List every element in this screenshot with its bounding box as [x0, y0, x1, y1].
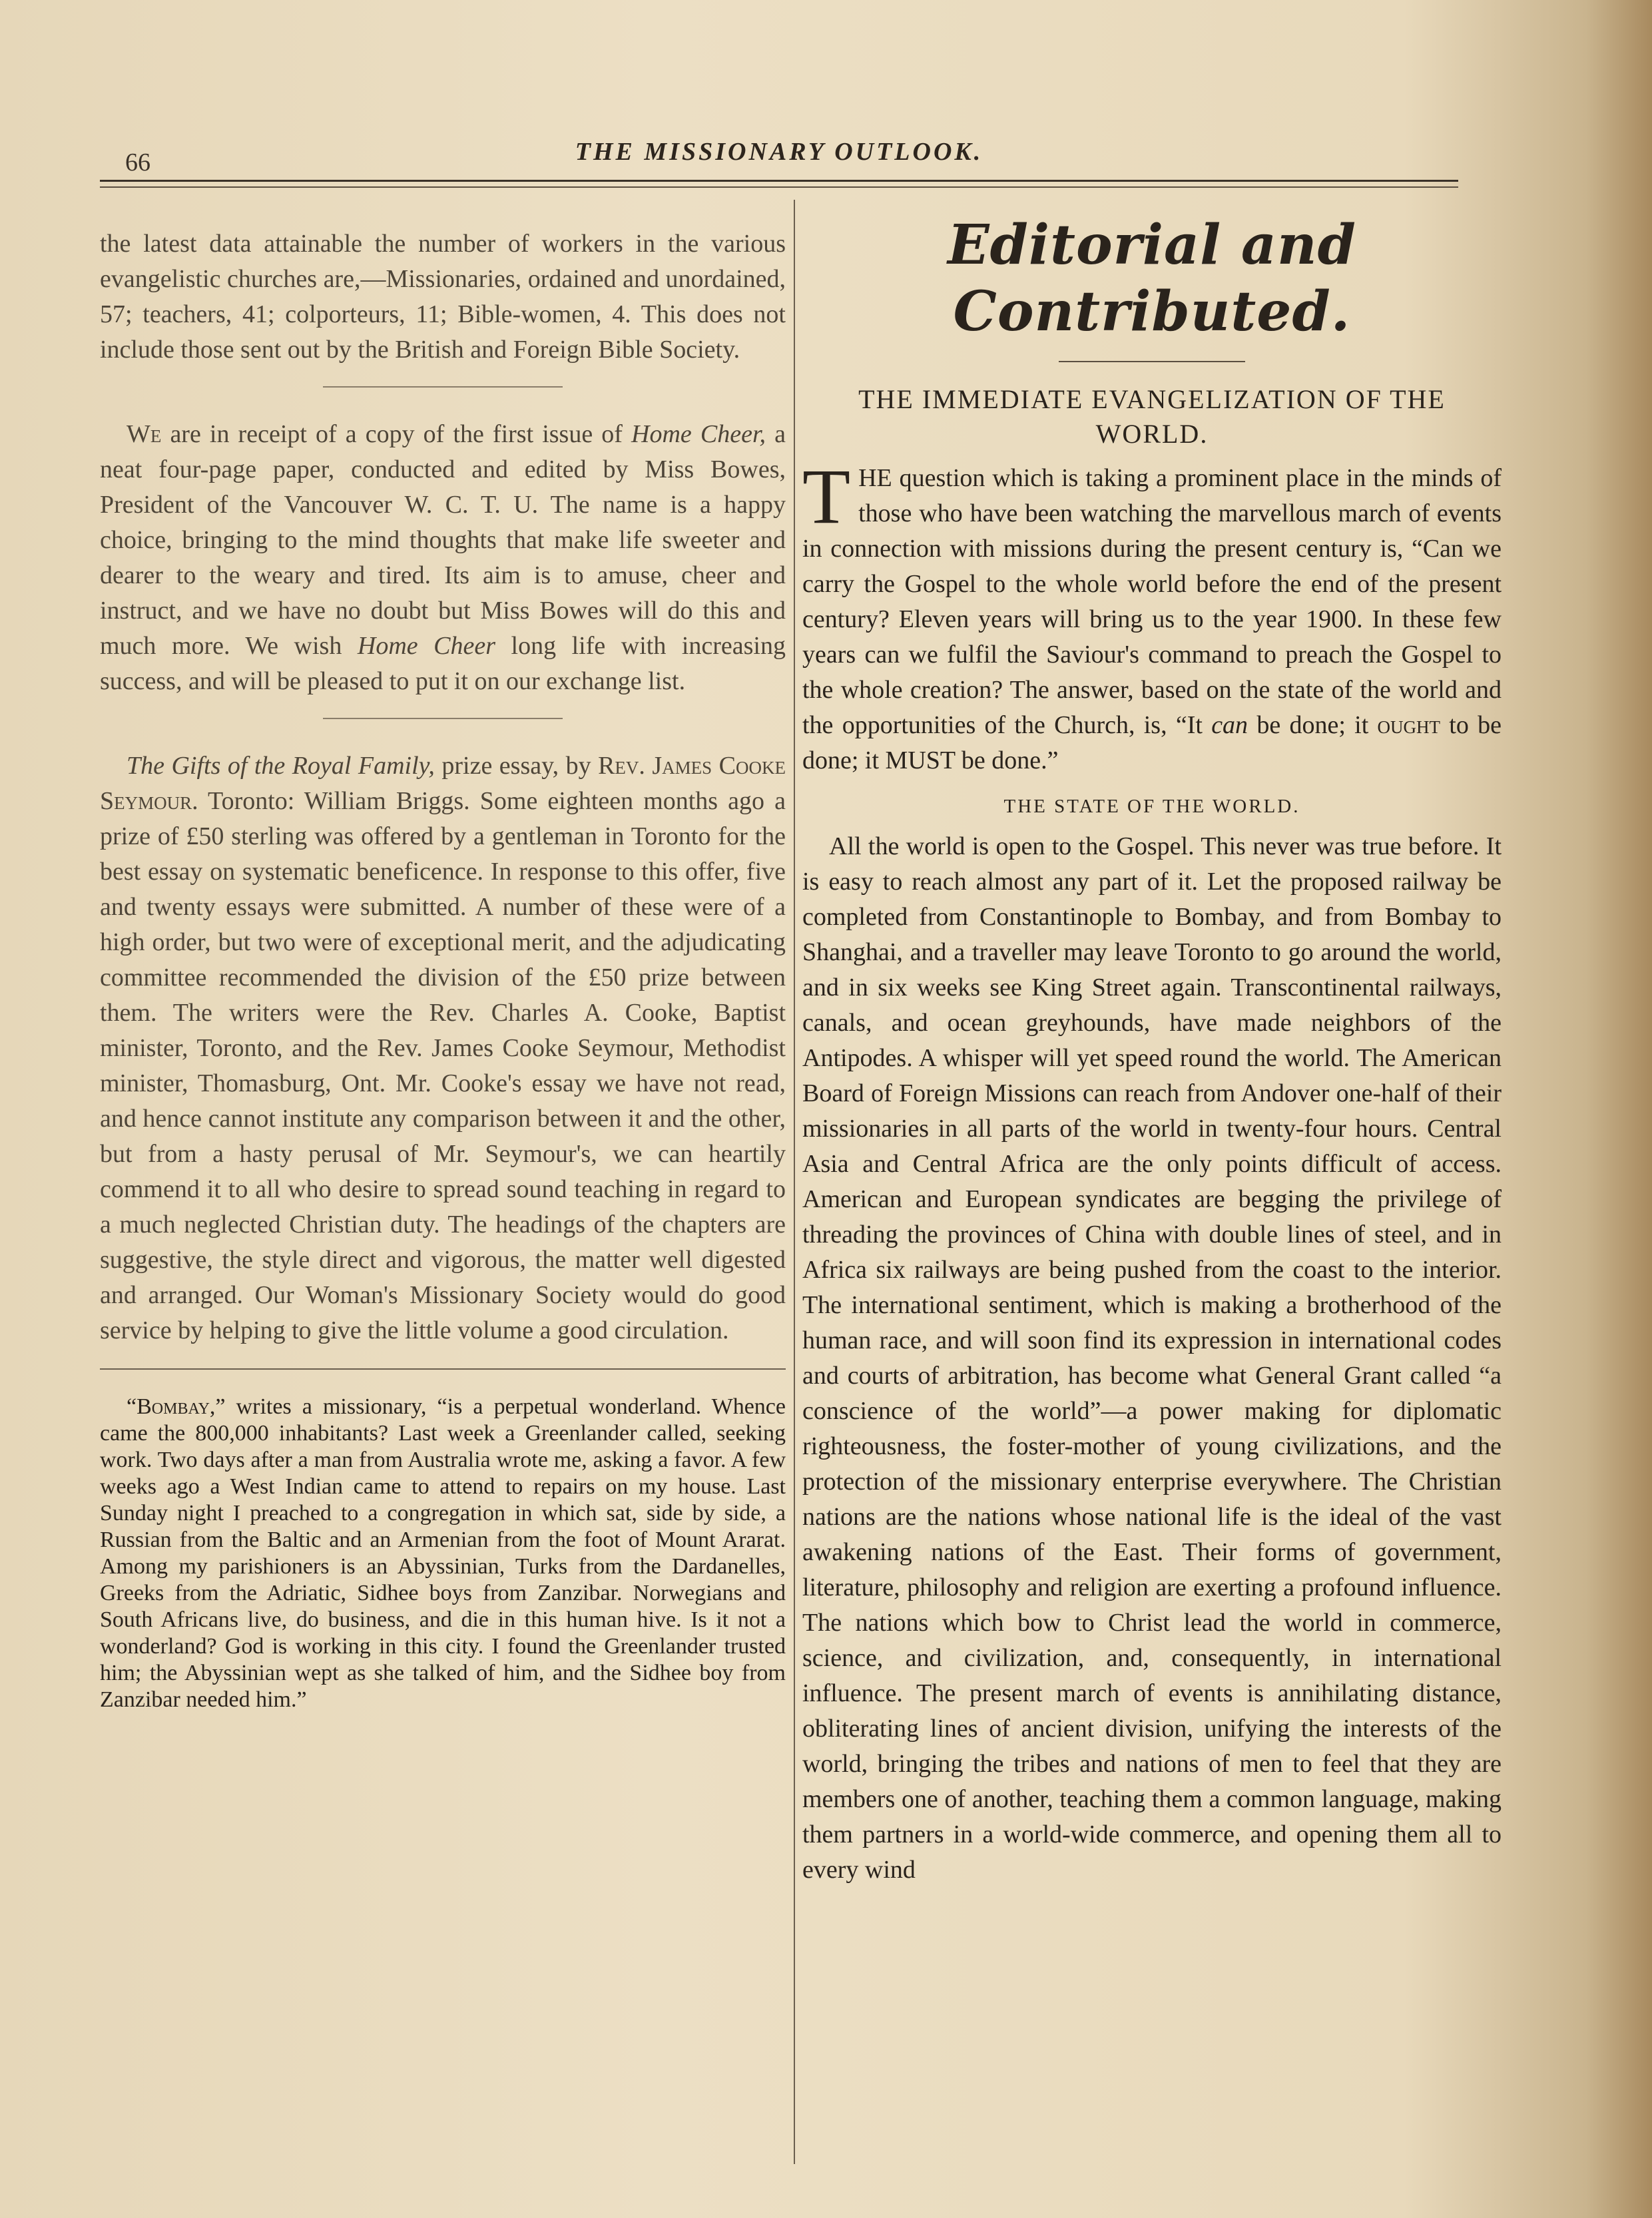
page-header [100, 133, 1458, 176]
author-name: Rev. James Cooke Seymour. [100, 752, 786, 815]
workers-paragraph: the latest data attainable the number of workers in the various evangelistic churches are,—Missionaries, ordained and unordained, 57; teachers, 41; colporteurs, 11; Bible-women, 4. This does not include those sent out by the British and Foreign Bible Society. [100, 230, 786, 364]
italic-title: Home Cheer, [631, 420, 766, 448]
text-run: HE question which is taking a prominent place in the minds of those who have been watching the marvellous march of events in connection with missions during the present century is, “Can we carry the Gospel to the whole world before the end of the present century? Eleven years will bring us to the year 1900. In these few years can we fulfil the Saviour's command to preach the Gospel to the whole creation? The answer, based on the state of the world and the opportunities of the Church, is, “It [802, 464, 1502, 739]
text-run: prize essay, by [434, 752, 599, 780]
text-run: be done; it [1248, 711, 1378, 739]
section-title: Editorial and Contributed. [948, 213, 1356, 344]
text-run: ” writes a missionary, “is a perpetual wonderland. Whence came the 800,000 inhabitants? Last week a Greenlander called, seeking work. Two days after a man from Australia wrote me, asking a favor. A few weeks ago a West Indian came to attend to repairs on my house. Last Sunday night I preached to a congregation in which sat, side by side, a Russian from the Baltic and an Armenian from the foot of Mount Ararat. Among my parishioners is an Abyssinian, Turks from the Dardanelles, Greeks from the Adriatic, Sidhee boys from Zanzibar. Norwegians and South Africans live, do business, and die in this human hive. Is it not a wonderland? God is working in this city. I found the Greenlander trusted him; the Abyssinian wept as she talked of him, and the Sidhee boy from Zanzibar needed him.” [100, 1394, 786, 1712]
lead-word: Bombay, [137, 1394, 216, 1419]
text-run: a neat four-page paper, conducted and edited by Miss Bowes, President of the Vancouver W. C. T. U. The name is a happy choice, bringing to the mind thoughts that make life sweeter and dearer to the weary and tired. Its aim is to amuse, cheer and instruct, and we have no doubt but Miss Bowes will do this and much more. We wish [100, 420, 786, 660]
column-divider [794, 200, 795, 2164]
drop-cap: T [802, 453, 851, 540]
header-rule-secondary [100, 186, 1458, 188]
title-rule [1059, 361, 1245, 362]
text-run: long life with increasing success, and will be pleased to put it on our exchange list. [100, 632, 786, 695]
running-title: THE MISSIONARY OUTLOOK. [575, 138, 983, 166]
italic-title: Home Cheer [357, 632, 496, 660]
book-review-paragraph [100, 748, 786, 1348]
right-column [802, 200, 1502, 1888]
text-run: are in receipt of a copy of the first issue of [161, 420, 632, 448]
text-run: to be done; it MUST be done.” [802, 711, 1502, 774]
bombay-quote-block [100, 1394, 786, 1713]
home-cheer-paragraph [100, 417, 786, 699]
section-rule [323, 718, 563, 719]
open-quote: “ [127, 1394, 137, 1419]
emphasis: can [1211, 711, 1248, 739]
left-column [100, 226, 786, 1713]
header-rule [100, 180, 1458, 182]
subheading: THE STATE OF THE WORLD. [1003, 796, 1300, 817]
intro-paragraph [802, 453, 1502, 778]
page-number: 66 [125, 148, 150, 176]
italic-title: The Gifts of the Royal Family, [127, 752, 435, 780]
article-title: THE IMMEDIATE EVANGELIZATION OF THE WORLD. [858, 384, 1446, 449]
section-rule [323, 386, 563, 388]
emphasis-smallcaps: ought [1377, 711, 1441, 739]
bombay-paragraph [100, 1394, 786, 1713]
text-run: Toronto: William Briggs. Some eighteen months ago a prize of £50 sterling was offered by a gentleman in Toronto for the best essay on systematic beneficence. In response to this offer, five and twenty essays were submitted. A number of these were of a high order, but two were of exceptional merit, and the adjudicating committee recommended the division of the £50 prize between them. The writers were the Rev. Charles A. Cooke, Baptist minister, Toronto, and the Rev. James Cooke Seymour, Methodist minister, Thomasburg, Ont. Mr. Cooke's essay we have not read, and hence cannot institute any comparison between it and the other, but from a hasty perusal of Mr. Seymour's, we can heartily commend it to all who desire to spread sound teaching in regard to a much neglected Christian duty. The headings of the chapters are suggestive, the style direct and vigorous, the matter well digested and arranged. Our Woman's Missionary Society would do good service by helping to give the little volume a good circulation. [100, 787, 786, 1344]
state-of-world-paragraph: All the world is open to the Gospel. This never was true before. It is easy to reach almost any part of it. Let the proposed railway be completed from Constantinople to Bombay, and from Bombay to Shanghai, and a traveller may leave Toronto to go around the world, and in six weeks see King Street again. Transcontinental railways, canals, and ocean greyhounds, have made neighbors of the Antipodes. A whisper will yet speed round the world. The American Board of Foreign Missions can reach from Andover one-half of their missionaries in all parts of the world in twenty-four hours. Central Asia and Central Africa are the only points difficult of access. American and European syndicates are begging the privilege of threading the provinces of China with double lines of steel, and in Africa six railways are being pushed from the coast to the interior. The international sentiment, which is making a brotherhood of the human race, and will soon find its expression in international codes and courts of arbitration, has become what General Grant called “a conscience of the world”—a power making for diplomatic righteousness, the foster-mother of young civilizations, and the protection of the missionary enterprise everywhere. The Christian nations are the nations whose national life is the ideal of the vast awakening nations of the East. Their forms of government, literature, philosophy and religion are exerting a profound influence. The nations which bow to Christ lead the world in commerce, science, and civilization, and, consequently, in international influence. The present march of events is annihilating distance, obliterating lines of ancient division, unifying the interests of the world, bringing the tribes and nations of men to feel that they are members one of another, teaching them a common language, making them partners in a world-wide commerce, and opening them all to every wind [802, 832, 1502, 1884]
lead-word: We [127, 420, 162, 448]
section-rule [100, 1368, 786, 1370]
